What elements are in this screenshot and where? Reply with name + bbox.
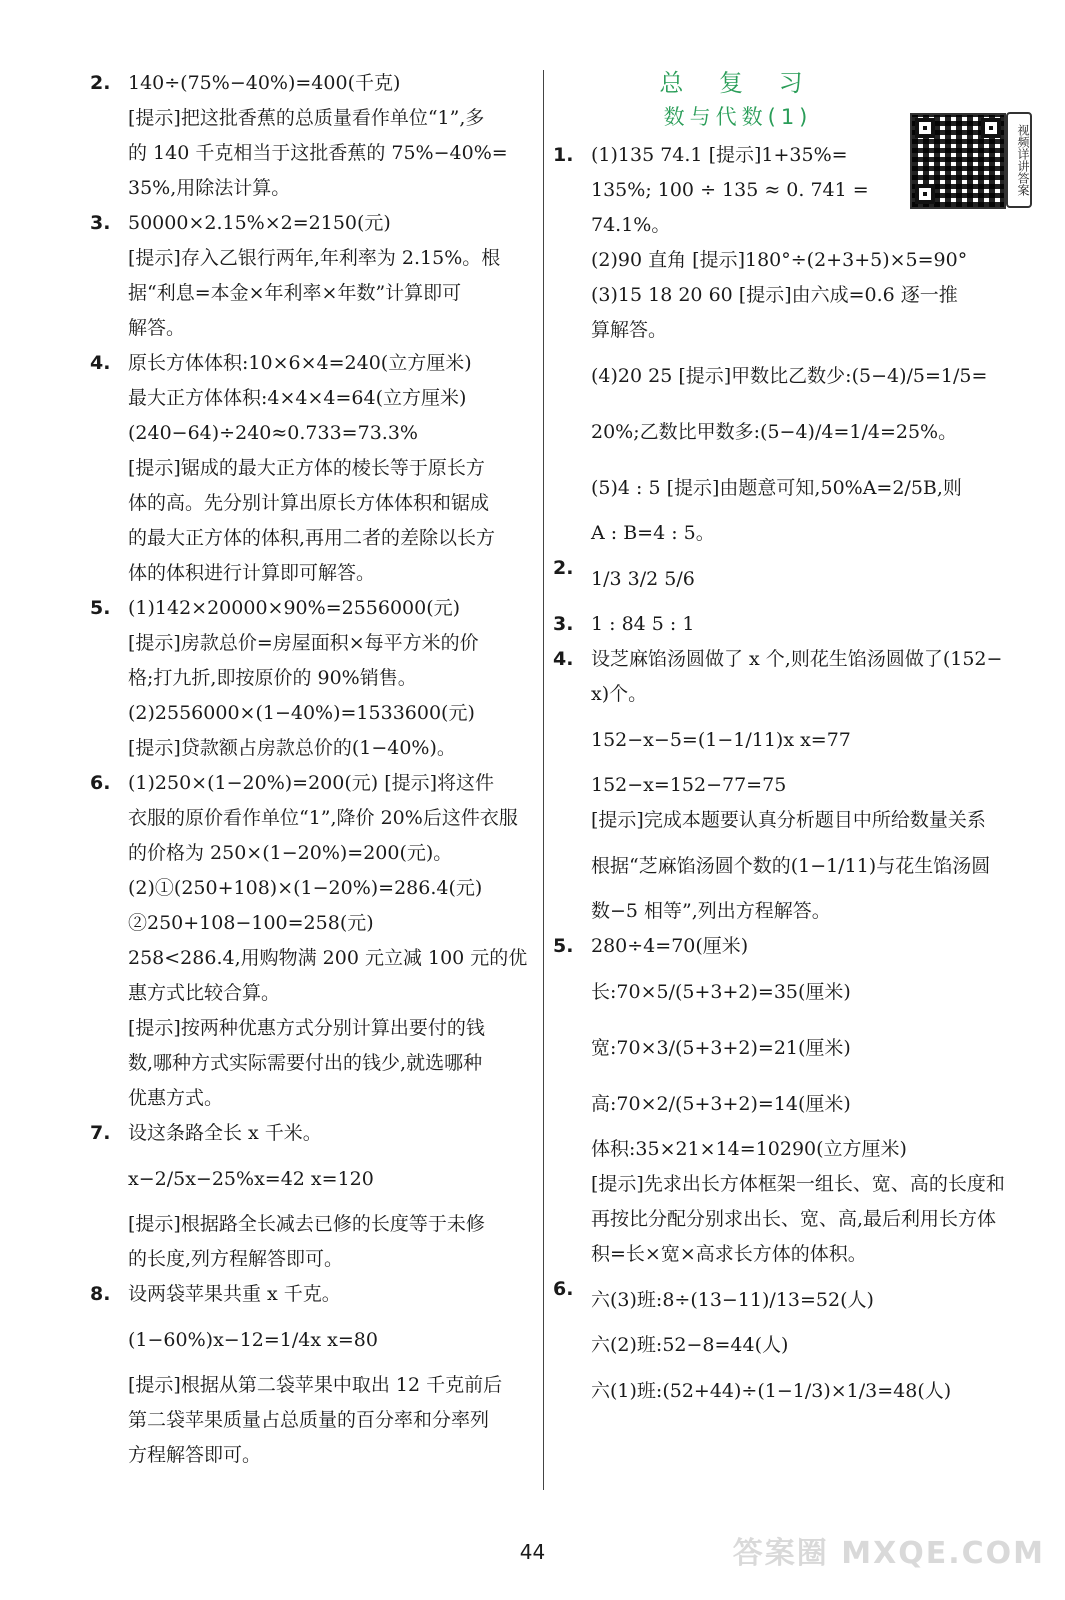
question-number: 2. — [90, 72, 111, 94]
answer-line: (1)135 74.1 [提示]1+35%= — [591, 144, 848, 166]
hint-line: [提示]锯成的最大正方体的棱长等于原长方 — [128, 457, 485, 479]
answer-line: 数,哪种方式实际需要付出的钱少,就选哪种 — [128, 1052, 483, 1074]
qr-finder — [915, 118, 935, 138]
watermark: 答案圈 MXQE.COM — [732, 1536, 1045, 1571]
section-title: 总 复 习 — [659, 69, 817, 97]
answer-line: 方程解答即可。 — [128, 1444, 262, 1466]
hint-line: [提示]房款总价=房屋面积×每平方米的价 — [128, 632, 479, 654]
answer-7 — [90, 1116, 540, 1277]
answer-line: 280÷4=70(厘米) — [591, 935, 749, 957]
answer-line: 解答。 — [128, 317, 186, 339]
hint-line: [提示]存入乙银行两年,年利率为 2.15%。根 — [128, 247, 501, 269]
question-number: 5. — [553, 935, 574, 957]
answer-line: 再按比分配分别求出长、宽、高,最后利用长方体 — [591, 1208, 997, 1230]
answer-line: (4)20 25 [提示]甲数比乙数少:(5−4)/5=1/5= — [591, 365, 988, 387]
answer-line: 1/3 3/2 5/6 — [591, 568, 695, 590]
answer-line: 体的体积进行计算即可解答。 — [128, 562, 376, 584]
answer-8 — [90, 1277, 540, 1473]
question-number: 4. — [90, 352, 111, 374]
answer-line: 算解答。 — [591, 319, 668, 341]
hint-line: [提示]按两种优惠方式分别计算出要付的钱 — [128, 1017, 485, 1039]
equation-line: (1−60%)x−12=1/4x x=80 — [128, 1329, 378, 1351]
answer-line: (3)15 18 20 60 [提示]由六成=0.6 逐一推 — [591, 284, 958, 306]
answer-line: ②250+108−100=258(元) — [128, 912, 374, 934]
hint-line: [提示]先求出长方体框架一组长、宽、高的长度和 — [591, 1173, 1005, 1195]
page-number: 44 — [519, 1540, 546, 1564]
answer-line: 最大正方体体积:4×4×4=64(立方厘米) — [128, 387, 467, 409]
equation-line: 六(1)班:(52+44)÷(1−1/3)×1/3=48(人) — [591, 1380, 952, 1402]
hint-line: [提示]贷款额占房款总价的(1−40%)。 — [128, 737, 456, 759]
answer-line: 据“利息=本金×年利率×年数”计算即可 — [128, 282, 462, 304]
answer-line: 152−x=152−77=75 — [591, 774, 787, 796]
answer-6 — [553, 1272, 1043, 1419]
equation-line: 长:70×5/(5+3+2)=35(厘米) — [591, 981, 851, 1003]
answer-line: 的最大正方体的体积,再用二者的差除以长方 — [128, 527, 496, 549]
answer-line: 20%;乙数比甲数多:(5−4)/4=1/4=25%。 — [591, 421, 958, 443]
qr-finder — [915, 184, 935, 204]
answer-line: 设两袋苹果共重 x 千克。 — [128, 1283, 341, 1305]
equation-line: 六(3)班:8÷(13−11)/13=52(人) — [591, 1289, 874, 1311]
hint-line: [提示]完成本题要认真分析题目中所给数量关系 — [591, 809, 986, 831]
answer-line: (240−64)÷240≈0.733=73.3% — [128, 422, 418, 444]
answer-line: 258<286.4,用购物满 200 元立减 100 元的优 — [128, 947, 528, 969]
answer-line: 140÷(75%−40%)=400(千克) — [128, 72, 401, 94]
question-number: 6. — [553, 1278, 574, 1300]
equation-line: 152−x−5=(1−1/11)x x=77 — [591, 729, 851, 751]
answer-line: 第二袋苹果质量占总质量的百分率和分率列 — [128, 1409, 490, 1431]
question-number: 5. — [90, 597, 111, 619]
answer-2 — [553, 551, 1043, 607]
answer-line: 50000×2.15%×2=2150(元) — [128, 212, 391, 234]
answer-line: 的长度,列方程解答即可。 — [128, 1248, 344, 1270]
answer-line: 设芝麻馅汤圆做了 x 个,则花生馅汤圆做了(152− — [591, 648, 1003, 670]
hint-line: [提示]根据路全长减去已修的长度等于未修 — [128, 1213, 485, 1235]
answer-line: (2)①(250+108)×(1−20%)=286.4(元) — [128, 877, 483, 899]
answer-line: (1)250×(1−20%)=200(元) [提示]将这件 — [128, 772, 495, 794]
answer-5 — [90, 591, 540, 766]
answer-5 — [553, 929, 1043, 1272]
answer-line: x)个。 — [591, 683, 648, 705]
question-number: 7. — [90, 1122, 111, 1144]
qr-caption: 视频详讲答案 — [1006, 112, 1032, 208]
answer-line: 35%,用除法计算。 — [128, 177, 291, 199]
answer-line: 优惠方式。 — [128, 1087, 224, 1109]
answer-line: 积=长×宽×高求长方体的体积。 — [591, 1243, 867, 1265]
answer-line: 六(2)班:52−8=44(人) — [591, 1334, 789, 1356]
answer-line: 74.1%。 — [591, 214, 671, 236]
hint-line: [提示]根据从第二袋苹果中取出 12 千克前后 — [128, 1374, 503, 1396]
left-column — [90, 66, 540, 1473]
answer-line: (5)4 : 5 [提示]由题意可知,50%A=2/5B,则 — [591, 477, 962, 499]
column-divider — [543, 70, 544, 1490]
answer-line: (2)2556000×(1−40%)=1533600(元) — [128, 702, 475, 724]
answer-line: 原长方体体积:10×6×4=240(立方厘米) — [128, 352, 472, 374]
answer-line: 的 140 千克相当于这批香蕉的 75%−40%= — [128, 142, 508, 164]
answer-3 — [90, 206, 540, 346]
answer-line: (2)90 直角 [提示]180°÷(2+3+5)×5=90° — [591, 249, 968, 271]
qr-code-icon[interactable] — [910, 113, 1006, 209]
answer-line: 数−5 相等”,列出方程解答。 — [591, 900, 831, 922]
equation-line: x−2/5x−25%x=42 x=120 — [128, 1168, 374, 1190]
question-number: 2. — [553, 557, 574, 579]
answer-line: 设这条路全长 x 千米。 — [128, 1122, 322, 1144]
answer-line: 135%; 100 ÷ 135 ≈ 0. 741 = — [591, 179, 869, 201]
answer-line: 体的高。先分别计算出原长方体体积和锯成 — [128, 492, 490, 514]
answer-line: 的价格为 250×(1−20%)=200(元)。 — [128, 842, 453, 864]
answer-line: (1)142×20000×90%=2556000(元) — [128, 597, 461, 619]
right-column — [553, 66, 1043, 1419]
hint-line: [提示]把这批香蕉的总质量看作单位“1”,多 — [128, 107, 485, 129]
answer-line: 衣服的原价看作单位“1”,降价 20%后这件衣服 — [128, 807, 518, 829]
answer-4 — [90, 346, 540, 591]
answer-line: 体积:35×21×14=10290(立方厘米) — [591, 1138, 907, 1160]
answer-line: A : B=4 : 5。 — [591, 522, 715, 544]
answer-6 — [90, 766, 540, 1116]
question-number: 4. — [553, 648, 574, 670]
qr-finder — [981, 118, 1001, 138]
question-number: 6. — [90, 772, 111, 794]
equation-line: 高:70×2/(5+3+2)=14(厘米) — [591, 1093, 851, 1115]
answer-4 — [553, 642, 1043, 929]
section-subtitle: 数与代数(1) — [663, 105, 813, 129]
answer-line: 1 : 84 5 : 1 — [591, 613, 695, 635]
question-number: 3. — [90, 212, 111, 234]
question-number: 1. — [553, 144, 574, 166]
question-number: 3. — [553, 613, 574, 635]
answer-line: 惠方式比较合算。 — [128, 982, 281, 1004]
answer-3 — [553, 607, 1043, 642]
equation-line: 宽:70×3/(5+3+2)=21(厘米) — [591, 1037, 851, 1059]
question-number: 8. — [90, 1283, 111, 1305]
answer-line: 格;打九折,即按原价的 90%销售。 — [128, 667, 417, 689]
answer-line: 根据“芝麻馅汤圆个数的(1−1/11)与花生馅汤圆 — [591, 855, 991, 877]
